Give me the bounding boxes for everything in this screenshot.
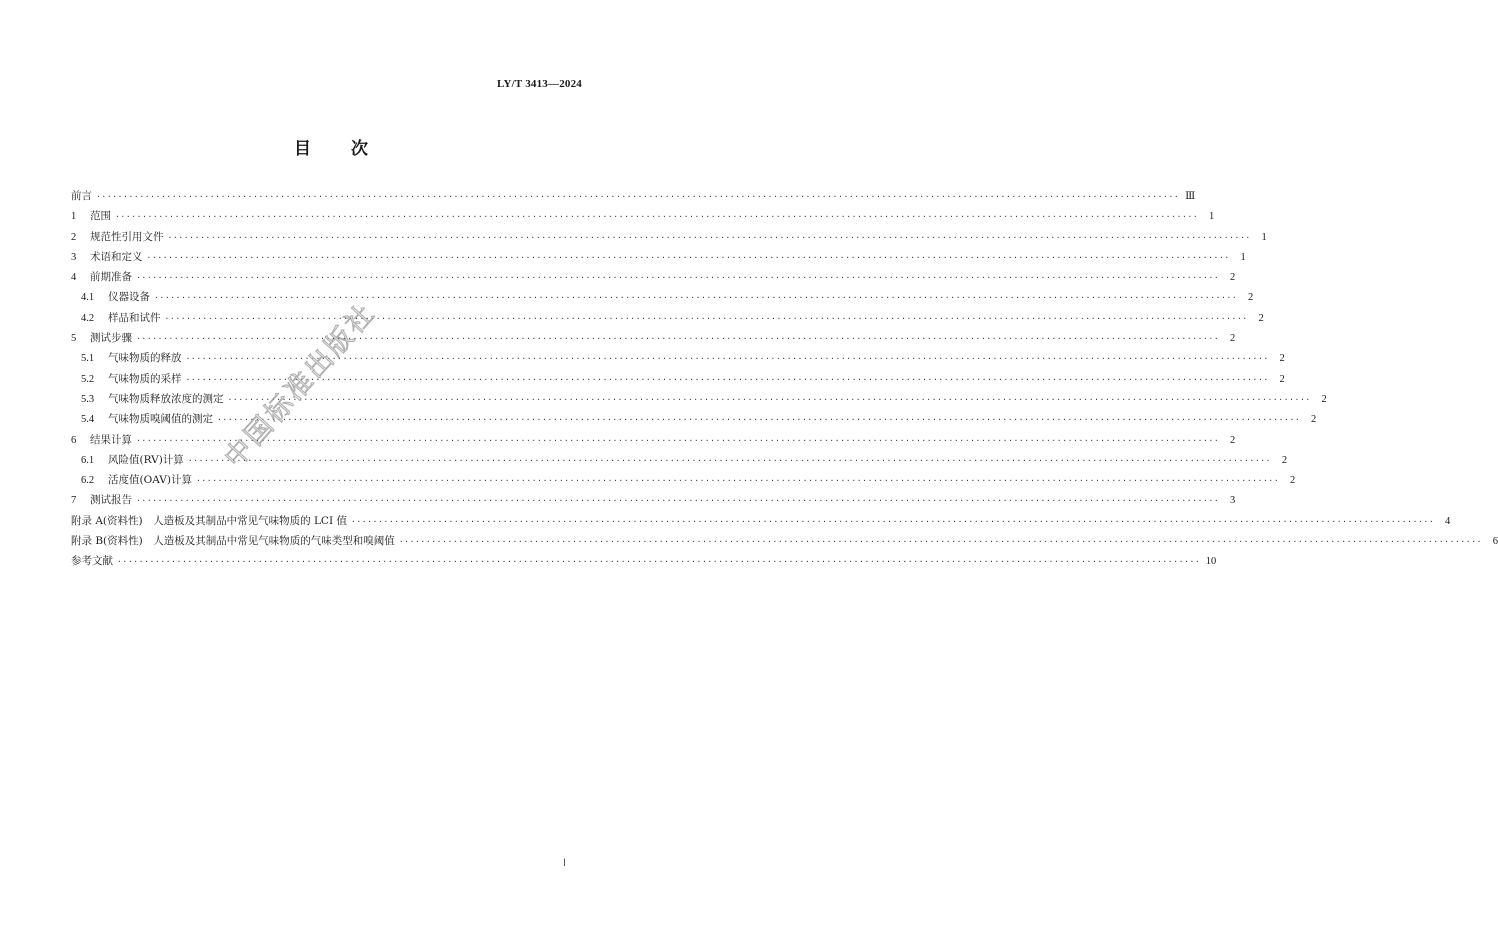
- toc-entry[interactable]: [71, 269, 1236, 289]
- toc-dot-leader: ········································································································································································································: [115, 212, 1199, 222]
- toc-entry-number: 7: [71, 495, 77, 507]
- toc-entry-label: 结果计算: [90, 433, 132, 446]
- toc-entry-number: 6.2: [81, 475, 95, 487]
- toc-entry-label: 气味物质的释放: [108, 352, 182, 365]
- toc-entry-label: 活度值(OAV)计算: [108, 474, 192, 487]
- toc-entry-page: 10: [1205, 556, 1217, 568]
- toc-entry-label: 术语和定义: [90, 250, 143, 263]
- toc-entry-page: 2: [1321, 393, 1327, 405]
- toc-entry-label: 范围: [90, 210, 111, 223]
- toc-entry[interactable]: [71, 208, 1215, 228]
- toc-entry-number: 1: [71, 211, 77, 223]
- table-of-contents: [71, 188, 1498, 574]
- toc-entry[interactable]: [71, 310, 1264, 330]
- toc-dot-leader: ········································································································································································································: [164, 313, 1248, 323]
- toc-dot-leader: ········································································································································································································: [187, 455, 1272, 465]
- toc-dot-leader: ········································································································································································································: [167, 232, 1251, 242]
- toc-entry-label: 前言: [71, 190, 92, 202]
- toc-dot-leader: ········································································································································································································: [195, 476, 1280, 486]
- toc-entry-number: 4.2: [81, 312, 95, 324]
- title-char-2: 次: [351, 139, 368, 159]
- standard-code: LY/T 3413—2024: [496, 78, 582, 90]
- toc-entry-number: 6.1: [81, 454, 95, 466]
- toc-entry-page: 1: [1209, 211, 1215, 223]
- toc-dot-leader: ········································································································································································································: [154, 293, 1238, 303]
- toc-entry-page: 3: [1230, 495, 1236, 507]
- toc-entry-label: 仪器设备: [108, 291, 150, 304]
- title-char-1: 目: [294, 139, 311, 159]
- toc-dot-leader: ········································································································································································································: [136, 334, 1220, 344]
- toc-dot-leader: ········································································································································································································: [217, 415, 1301, 425]
- toc-dot-leader: ········································································································································································································: [136, 273, 1220, 283]
- toc-entry-label: 规范性引用文件: [90, 230, 164, 243]
- toc-entry-number: 5: [71, 333, 77, 345]
- toc-entry-page: 2: [1281, 454, 1288, 466]
- toc-entry[interactable]: [71, 472, 1296, 492]
- toc-entry[interactable]: [71, 411, 1317, 431]
- toc-entry-page: 2: [1230, 333, 1236, 345]
- toc-entry-page: 2: [1279, 373, 1285, 385]
- toc-entry[interactable]: [71, 492, 1236, 512]
- toc-entry-label: 附录 A(资料性) 人造板及其制品中常见气味物质的 LCI 值: [71, 514, 347, 527]
- toc-entry[interactable]: [71, 452, 1288, 472]
- toc-dot-leader: ········································································································································································································: [185, 374, 1269, 384]
- toc-entry-page: 2: [1289, 475, 1296, 487]
- toc-entry-number: 4.1: [81, 292, 95, 304]
- toc-entry-label: 参考文献: [71, 555, 113, 568]
- toc-entry[interactable]: [71, 289, 1254, 309]
- toc-entry-label: 风险值(RV)计算: [108, 453, 184, 466]
- toc-dot-leader: ········································································································································································································: [136, 496, 1220, 506]
- toc-entry[interactable]: [71, 513, 1451, 533]
- toc-dot-leader: ········································································································································································································: [185, 354, 1269, 364]
- watermark: 中国标准出版社: [218, 297, 383, 474]
- toc-dot-leader: ········································································································································································································: [398, 537, 1483, 547]
- toc-entry-number: 5.1: [81, 353, 95, 365]
- toc-entry[interactable]: [71, 330, 1236, 350]
- toc-entry-number: 3: [71, 251, 77, 263]
- toc-entry[interactable]: [71, 188, 1196, 208]
- toc-dot-leader: ········································································································································································································: [136, 435, 1220, 445]
- toc-entry-number: 4: [71, 272, 77, 284]
- toc-dot-leader: ········································································································································································································: [96, 192, 1180, 201]
- toc-entry-label: 气味物质的采样: [108, 372, 182, 385]
- page-title: [0, 134, 662, 159]
- toc-entry-page: 2: [1258, 312, 1264, 324]
- toc-entry-number: 2: [71, 231, 77, 243]
- toc-entry[interactable]: [71, 391, 1327, 411]
- toc-entry-page: Ⅲ: [1185, 191, 1196, 202]
- toc-entry-page: 6: [1492, 536, 1498, 548]
- toc-entry[interactable]: [71, 350, 1285, 370]
- toc-entry-page: 2: [1248, 292, 1254, 304]
- toc-entry-label: 测试报告: [90, 494, 132, 507]
- toc-entry-label: 前期准备: [90, 271, 132, 284]
- toc-dot-leader: ········································································································································································································: [350, 516, 1435, 526]
- toc-entry-page: 1: [1240, 251, 1246, 263]
- toc-entry-label: 样品和试件: [108, 311, 161, 324]
- toc-entry-number: 5.4: [81, 414, 95, 426]
- toc-dot-leader: ········································································································································································································: [117, 557, 1201, 567]
- toc-entry-label: 气味物质嗅阈值的测定: [108, 413, 213, 426]
- toc-dot-leader: ········································································································································································································: [227, 394, 1311, 404]
- toc-entry[interactable]: [71, 533, 1498, 553]
- toc-entry[interactable]: [71, 553, 1217, 573]
- toc-entry-label: 测试步骤: [90, 332, 132, 345]
- toc-entry-label: 附录 B(资料性) 人造板及其制品中常见气味物质的气味类型和嗅阈值: [71, 535, 395, 548]
- toc-entry-page: 2: [1230, 272, 1236, 284]
- toc-entry-page: 2: [1311, 414, 1317, 426]
- toc-entry[interactable]: [71, 371, 1285, 391]
- toc-entry-number: 5.3: [81, 393, 95, 405]
- toc-entry-page: 2: [1279, 353, 1285, 365]
- toc-entry[interactable]: [71, 432, 1236, 452]
- toc-entry-page: 1: [1261, 231, 1267, 243]
- toc-entry-label: 气味物质释放浓度的测定: [108, 392, 224, 405]
- toc-entry-page: 4: [1444, 515, 1451, 527]
- page-number: Ⅰ: [563, 858, 566, 869]
- toc-dot-leader: ········································································································································································································: [146, 252, 1230, 262]
- toc-entry-page: 2: [1230, 434, 1236, 446]
- toc-entry[interactable]: [71, 229, 1267, 249]
- toc-entry[interactable]: [71, 249, 1246, 269]
- toc-entry-number: 6: [71, 434, 77, 446]
- toc-entry-number: 5.2: [81, 373, 95, 385]
